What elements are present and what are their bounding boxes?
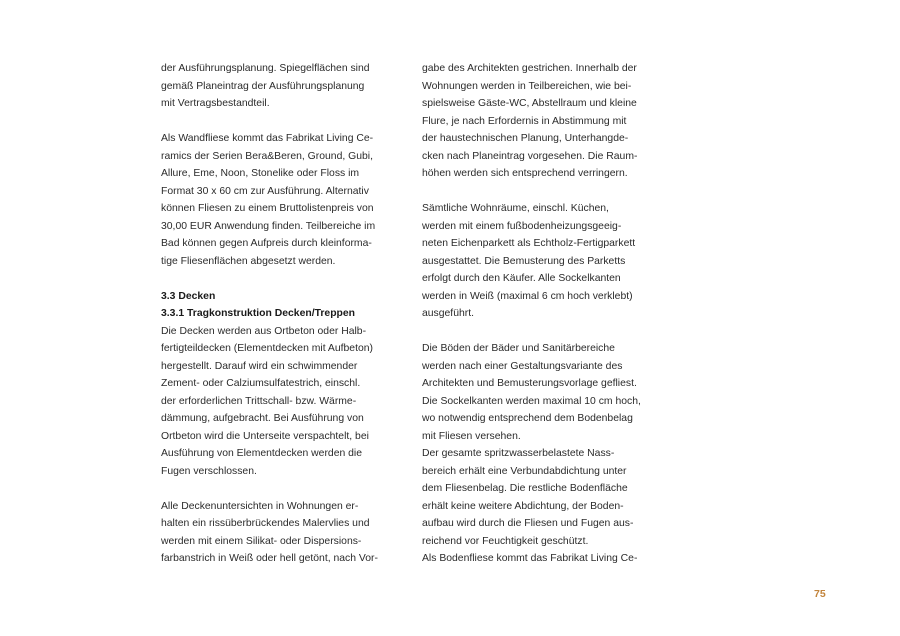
text-line: ausgeführt. <box>422 308 474 319</box>
text-line: hergestellt. Darauf wird ein schwimmender <box>161 360 358 372</box>
text-line: tige Fliesenflächen abgesetzt werden. <box>161 255 336 267</box>
paragraph <box>422 340 662 568</box>
text-line: spielsweise Gäste-WC, Abstellraum und kleine <box>422 98 637 109</box>
text-line: Sämtliche Wohnräume, einschl. Küchen, <box>422 203 609 214</box>
text-line: Zement- oder Calziumsulfatestrich, einschl. <box>161 378 361 389</box>
text-line: Ausführung von Elementdecken werden die <box>161 448 363 459</box>
text-line: Fugen verschlossen. <box>161 465 257 477</box>
text-line: Die Decken werden aus Ortbeton oder Halb- <box>161 325 367 337</box>
text-line: cken nach Planeintrag vorgesehen. Die Raum- <box>422 150 638 162</box>
text-line: erfolgt durch den Käufer. Alle Sockelkanten <box>422 273 621 284</box>
subsection-heading: 3.3.1 Tragkonstruktion Decken/Treppen <box>161 308 356 319</box>
text-line: der erforderlichen Trittschall- bzw. Wärme- <box>161 395 357 407</box>
text-line: der Ausführungsplanung. Spiegelflächen sind <box>161 63 370 74</box>
text-line: bereich erhält eine Verbundabdichtung unter <box>422 465 627 477</box>
text-line: fertigteildecken (Elementdecken mit Aufbeton) <box>161 343 373 354</box>
text-line: wo notwendig entsprechend dem Bodenbelag <box>422 413 633 424</box>
text-line: mit Vertragsbestandteil. <box>161 98 270 109</box>
text-line: erhält keine weitere Abdichtung, der Boden- <box>422 500 624 512</box>
text-line: Alle Deckenuntersichten in Wohnungen er- <box>161 500 359 512</box>
text-line: dem Fliesenbelag. Die restliche Bodenfläche <box>422 483 628 494</box>
text-line: Als Wandfliese kommt das Fabrikat Living Ce- <box>161 133 374 144</box>
text-line: können Fliesen zu einem Bruttolistenpreis von <box>161 203 374 214</box>
text-line: der haustechnischen Planung, Unterhangde- <box>422 133 629 144</box>
text-line: farbanstrich in Weiß oder hell getönt, nach Vor- <box>161 553 378 564</box>
left-column <box>161 60 401 568</box>
text-line: Bad können gegen Aufpreis durch kleinforma- <box>161 238 372 249</box>
page-number: 75 <box>814 588 826 600</box>
text-line: Format 30 x 60 cm zur Ausführung. Alternativ <box>161 185 369 197</box>
section-heading: 3.3 Decken <box>161 290 216 302</box>
text-line: Allure, Eme, Noon, Stonelike oder Floss im <box>161 168 360 179</box>
text-line: ramics der Serien Bera&Beren, Ground, Gubi, <box>161 150 373 162</box>
text-line: Ortbeton wird die Unterseite verspachtelt, bei <box>161 430 369 442</box>
paragraph <box>161 323 401 481</box>
right-column <box>422 60 662 568</box>
text-line: werden in Weiß (maximal 6 cm hoch verklebt) <box>422 290 633 302</box>
text-line: gemäß Planeintrag der Ausführungsplanung <box>161 80 365 92</box>
text-line: 30,00 EUR Anwendung finden. Teilbereiche im <box>161 220 376 232</box>
text-line: Wohnungen werden in Teilbereichen, wie bei- <box>422 80 632 92</box>
text-line: halten ein rissüberbrückendes Malervlies und <box>161 518 370 529</box>
text-line: werden nach einer Gestaltungsvariante des <box>422 360 623 372</box>
text-line: werden mit einem fußbodenheizungsgeeig- <box>422 220 622 232</box>
text-line: Flure, je nach Erfordernis in Abstimmung mit <box>422 115 627 127</box>
text-line: Architekten und Bemusterungsvorlage gefliest. <box>422 378 637 389</box>
text-line: Der gesamte spritzwasserbelastete Nass- <box>422 448 615 459</box>
text-line: Die Sockelkanten werden maximal 10 cm hoch, <box>422 395 641 407</box>
text-line: dämmung, aufgebracht. Bei Ausführung von <box>161 413 364 424</box>
paragraph <box>161 498 401 568</box>
text-line: Die Böden der Bäder und Sanitärbereiche <box>422 343 615 354</box>
text-line: mit Fliesen versehen. <box>422 430 521 442</box>
text-line: neten Eichenparkett als Echtholz-Fertigparkett <box>422 238 636 249</box>
paragraph <box>422 60 662 183</box>
paragraph <box>161 60 401 113</box>
paragraph <box>161 130 401 270</box>
text-line: gabe des Architekten gestrichen. Innerhalb der <box>422 63 637 74</box>
text-line: aufbau wird durch die Fliesen und Fugen aus- <box>422 518 634 529</box>
text-line: reichend vor Feuchtigkeit geschützt. <box>422 535 589 547</box>
text-line: werden mit einem Silikat- oder Dispersions- <box>161 535 362 547</box>
paragraph <box>422 200 662 323</box>
text-line: höhen werden sich entsprechend verringern. <box>422 168 628 179</box>
text-line: ausgestattet. Die Bemusterung des Parketts <box>422 255 626 267</box>
text-line: Als Bodenfliese kommt das Fabrikat Living Ce- <box>422 553 638 564</box>
